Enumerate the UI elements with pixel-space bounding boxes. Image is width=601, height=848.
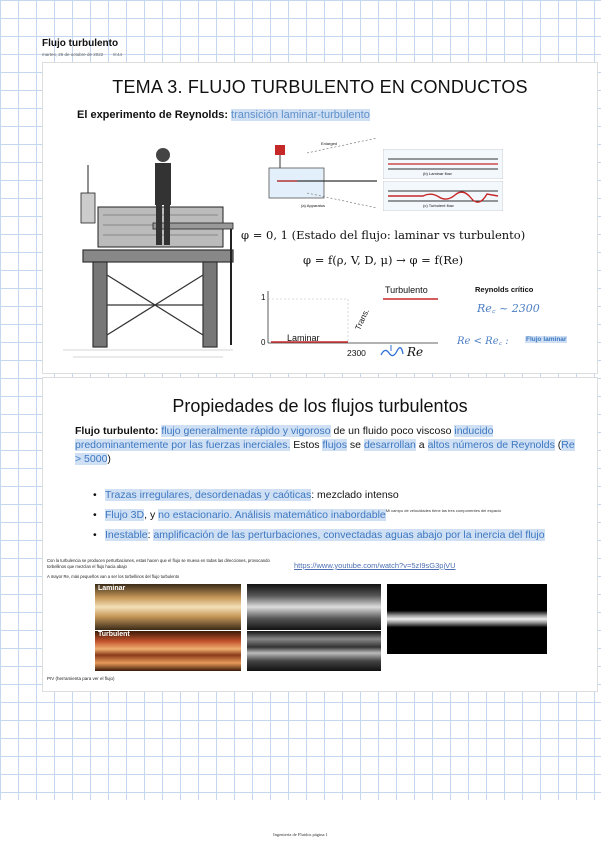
img-turbulent-label: Turbulent — [98, 631, 130, 638]
graph-trans-label: Trans. — [353, 307, 371, 332]
flujo-laminar-label: Flujo laminar — [526, 336, 567, 343]
page-footer: Ingeniería de Fluidos página 1 — [273, 832, 328, 837]
graph-xlabel: Re — [407, 345, 424, 359]
graph-turbulento-label: Turbulento — [385, 285, 428, 295]
graph-y0-label: 0 — [261, 338, 266, 347]
re-inequality: Re < Re꜀ : — [457, 336, 509, 347]
diagram-turbulent-label: (c) Turbulent flow — [423, 203, 454, 208]
slide-turbulent-properties — [42, 377, 598, 692]
list-item: • Flujo 3D, y no estacionario. Análisis matemático inabordableMi campo de velocidades tiene las tres componentes del espacio — [93, 508, 573, 522]
graph-laminar-label: Laminar — [287, 333, 320, 343]
note-velocity-field: Mi campo de velocidades tiene las tres componentes del espacio — [385, 508, 502, 513]
diagram-enlarged-label: Enlarged — [321, 141, 338, 146]
list-item: • Inestable: amplificación de las perturbaciones, convectadas aguas abajo por la inercia del flujo — [93, 528, 573, 542]
equation-phi-state: φ = 0, 1 (Estado del flujo: laminar vs turbulento) — [241, 228, 526, 242]
turbulent-definition: Flujo turbulento: flujo generalmente rápido y vigoroso de un fluido poco viscoso inducido predominantemente por las fuerzas inerciales. Estos flujos se desarrollan a altos números de Reynolds (Re > 5000) — [75, 425, 575, 465]
diagram-apparatus-label: (a) Apparatus — [301, 203, 326, 208]
slide2-title: Propiedades de los flujos turbulentos — [172, 396, 468, 416]
reynolds-critico-label: Reynolds crítico — [475, 285, 534, 294]
properties-list — [93, 488, 573, 548]
img-laminar-label: Laminar — [98, 585, 126, 592]
page-title: Flujo turbulento — [42, 38, 119, 49]
re-critical-value: Re꜀ ~ 2300 — [477, 302, 540, 315]
handwritten-note-perturbations: Con la turbulencia se producen perturbaciones, estas hacen que el flujo se mueva en todas las direcciones, provocando torbellinos que mezclan el flujo hacia abajo — [47, 558, 270, 569]
graph-y1-label: 1 — [261, 293, 266, 302]
youtube-link[interactable]: https://www.youtube.com/watch?v=5zI9sG3pjVU — [294, 561, 456, 570]
page-date: martes, 25 de octubre de 2022 8:44 — [42, 52, 123, 57]
graph-x2300-label: 2300 — [347, 348, 366, 358]
page-time: 8:44 — [113, 52, 123, 57]
reynolds-apparatus-illustration — [53, 125, 243, 365]
piv-note: PIV (herramienta para ver el flujo) — [47, 676, 115, 681]
laminar-piv-image — [247, 584, 381, 630]
slide1-title: TEMA 3. FLUJO TURBULENTO EN CONDUCTOS — [112, 77, 528, 97]
equation-phi-function: φ = f(ρ, V, D, μ) → φ = f(Re) — [303, 253, 464, 267]
slide-reynolds — [42, 62, 598, 374]
list-item: • Trazas irregulares, desordenadas y caóticas: mezclado intenso — [93, 488, 573, 502]
diagram-laminar-label: (b) Laminar flow — [423, 171, 452, 176]
page-bottom-margin — [0, 800, 601, 848]
pipe-flow-image — [387, 584, 547, 654]
slide1-subtitle: El experimento de Reynolds: transición laminar-turbulento — [77, 109, 370, 121]
turbulent-piv-image — [247, 631, 381, 671]
handwritten-note-vortices: A mayor Re, más pequeños van a ser los torbellinos del flujo turbulento — [47, 574, 180, 579]
handwritten-scribble-icon — [379, 345, 405, 359]
